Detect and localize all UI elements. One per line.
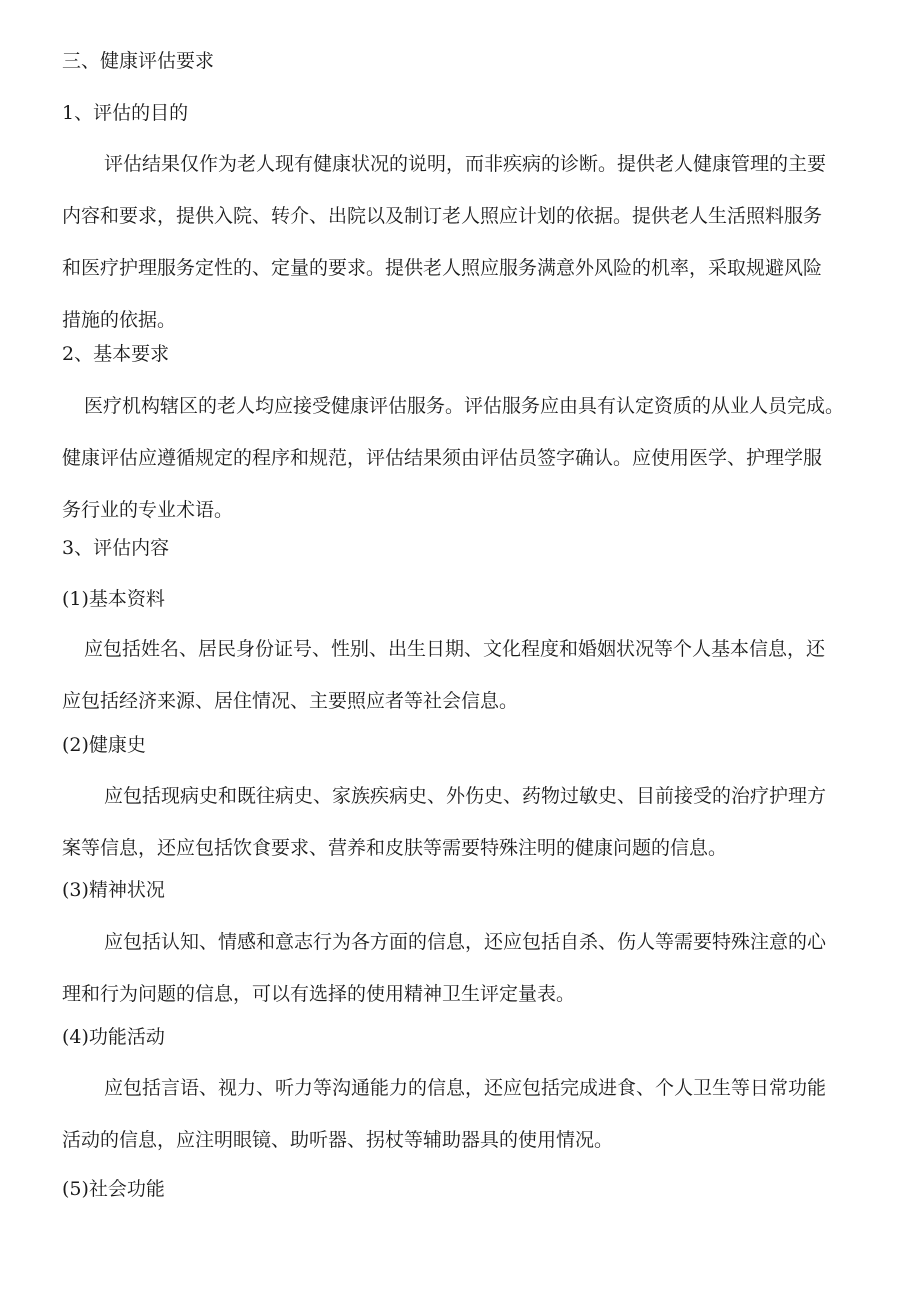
text-line: 活动的信息，应注明眼镜、助听器、拐杖等辅助器具的使用情况。 <box>62 1129 614 1151</box>
text-line: 应包括现病史和既往病史、家族疾病史、外伤史、药物过敏史、目前接受的治疗护理方 <box>104 785 827 807</box>
text-line: 和医疗护理服务定性的、定量的要求。提供老人照应服务满意外风险的机率，采取规避风险 <box>62 257 823 279</box>
text-line: 内容和要求，提供入院、转介、出院以及制订老人照应计划的依据。提供老人生活照料服务 <box>62 205 823 227</box>
text-line: 应包括姓名、居民身份证号、性别、出生日期、文化程度和婚姻状况等个人基本信息，还 <box>84 638 826 660</box>
text-line: 评估结果仅作为老人现有健康状况的说明，而非疾病的诊断。提供老人健康管理的主要 <box>104 153 827 175</box>
paragraph-functional-activity <box>62 1076 868 1152</box>
text-line: 理和行为问题的信息，可以有选择的使用精神卫生评定量表。 <box>62 983 576 1005</box>
subheading-basic-info: (1)基本资料 <box>62 588 165 610</box>
subheading-social-function: (5)社会功能 <box>62 1178 165 1200</box>
section-title: 三、健康评估要求 <box>62 50 215 72</box>
text-line: 务行业的专业术语。 <box>62 499 234 521</box>
text-line: 医疗机构辖区的老人均应接受健康评估服务。评估服务应由具有认定资质的从业人员完成。 <box>84 395 845 417</box>
subheading-mental-status: (3)精神状况 <box>62 879 165 901</box>
subheading-health-history: (2)健康史 <box>62 734 146 756</box>
text-line: 健康评估应遵循规定的程序和规范，评估结果须由评估员签字确认。应使用医学、护理学服 <box>62 447 823 469</box>
paragraph-purpose <box>62 152 868 332</box>
paragraph-basic-requirements <box>62 394 868 522</box>
subheading-functional-activity: (4)功能活动 <box>62 1026 165 1048</box>
paragraph-mental-status <box>62 930 868 1006</box>
text-line: 案等信息，还应包括饮食要求、营养和皮肤等需要特殊注明的健康问题的信息。 <box>62 837 728 859</box>
heading-assessment-content: 3、评估内容 <box>62 537 170 559</box>
text-line: 应包括认知、情感和意志行为各方面的信息，还应包括自杀、伤人等需要特殊注意的心 <box>104 931 827 953</box>
heading-basic-requirements: 2、基本要求 <box>62 343 170 365</box>
paragraph-basic-info <box>62 637 868 713</box>
paragraph-health-history <box>62 784 868 860</box>
text-line: 应包括经济来源、居住情况、主要照应者等社会信息。 <box>62 690 519 712</box>
text-line: 措施的依据。 <box>62 309 177 331</box>
text-line: 应包括言语、视力、听力等沟通能力的信息，还应包括完成进食、个人卫生等日常功能 <box>104 1077 827 1099</box>
heading-purpose: 1、评估的目的 <box>62 102 189 124</box>
